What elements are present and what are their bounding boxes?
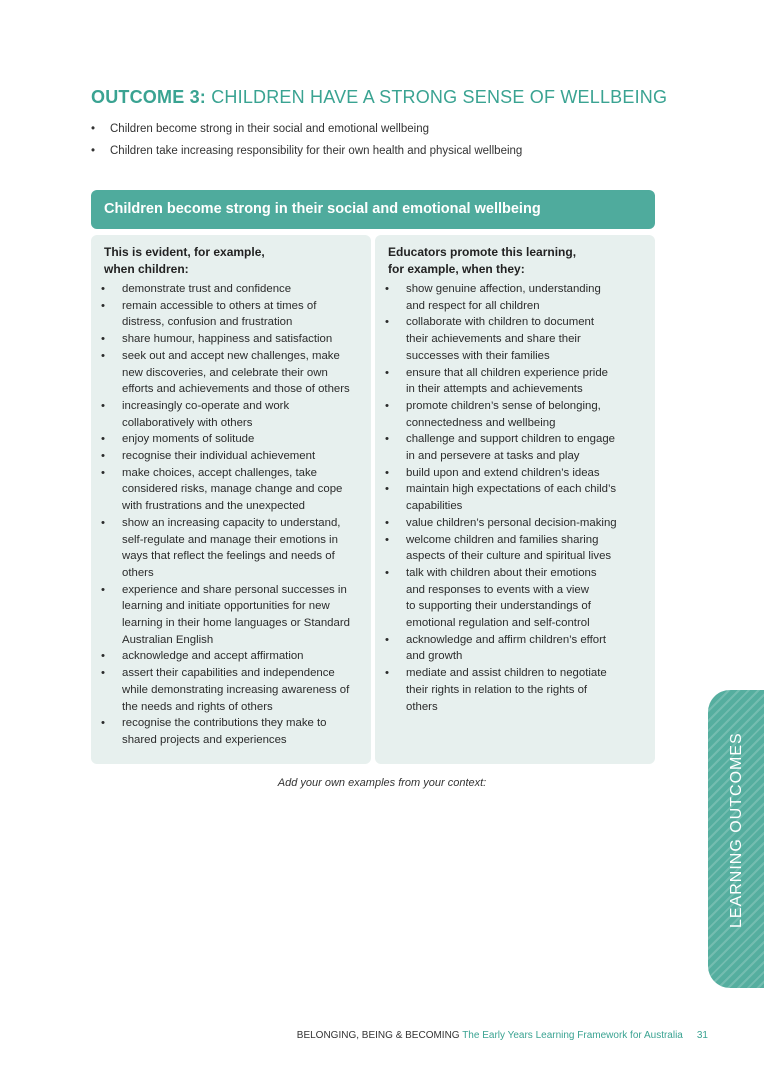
- list-item: [101, 582, 363, 649]
- list-item-line: • seek out and accept new challenges, make: [122, 349, 340, 362]
- list-item: [385, 431, 647, 464]
- intro-item: • Children take increasing responsibility for their own health and physical wellbeing: [91, 143, 522, 165]
- footer-subtitle: The Early Years Learning Framework for Australia: [462, 1030, 683, 1041]
- list-item-line: and responses to events with a view: [406, 583, 589, 596]
- educator-panel: [375, 235, 655, 764]
- list-item-line: • show an increasing capacity to understand,: [122, 516, 341, 529]
- list-item-line: others: [122, 566, 154, 579]
- list-item-line: shared projects and experiences: [122, 733, 287, 746]
- educator-heading-line: Educators promote this learning,: [388, 245, 577, 259]
- list-item: [385, 532, 647, 565]
- add-own-examples-prompt: Add your own examples from your context:: [277, 777, 487, 789]
- list-item-line: connectedness and wellbeing: [406, 416, 556, 429]
- list-item: [101, 648, 363, 665]
- list-item: [385, 281, 647, 314]
- list-item-line: in their attempts and achievements: [406, 383, 583, 396]
- list-item-line: Australian English: [122, 633, 214, 646]
- list-item-line: new discoveries, and celebrate their own: [122, 366, 328, 379]
- list-item-line: the needs and rights of others: [122, 700, 273, 713]
- list-item-line: • maintain high expectations of each child’s: [406, 483, 617, 496]
- evidence-list: [101, 281, 363, 749]
- outcome-title: CHILDREN HAVE A STRONG SENSE OF WELLBEING: [206, 87, 668, 107]
- list-item-line: while demonstrating increasing awareness of: [122, 683, 350, 696]
- list-item-line: to supporting their understandings of: [406, 600, 591, 613]
- list-item: [385, 665, 647, 715]
- list-item-line: • recognise the contributions they make to: [122, 717, 327, 730]
- educator-heading: [388, 244, 576, 278]
- list-item-line: their achievements and share their: [406, 333, 581, 346]
- list-item-line: successes with their families: [406, 349, 550, 362]
- evidence-heading: [104, 244, 265, 278]
- list-item-line: considered risks, manage change and cope: [122, 483, 343, 496]
- list-item: [101, 515, 363, 582]
- list-item-line: • promote children’s sense of belonging,: [406, 399, 601, 412]
- list-item-line: • remain accessible to others at times of: [122, 299, 317, 312]
- list-item: [101, 715, 363, 748]
- list-item-line: • demonstrate trust and confidence: [122, 283, 292, 295]
- intro-list: [91, 121, 522, 165]
- list-item: [101, 465, 363, 515]
- list-item-line: others: [406, 700, 438, 713]
- outcome-number: OUTCOME 3:: [91, 87, 207, 107]
- list-item: [385, 481, 647, 514]
- list-item: [385, 515, 647, 532]
- list-item: [385, 632, 647, 665]
- list-item: [101, 431, 363, 448]
- footer-publication: BELONGING, BEING & BECOMING: [296, 1030, 460, 1041]
- educator-list: [385, 281, 647, 715]
- list-item-line: • show genuine affection, understanding: [406, 283, 601, 295]
- list-item: [101, 298, 363, 331]
- intro-item: • Children become strong in their social and emotional wellbeing: [91, 121, 522, 143]
- list-item: [385, 314, 647, 364]
- list-item-line: • mediate and assist children to negotiate: [406, 667, 607, 680]
- list-item-line: learning in their home languages or Standard: [122, 617, 350, 630]
- list-item-line: • welcome children and families sharing: [406, 533, 599, 546]
- list-item-line: in and persevere at tasks and play: [406, 450, 580, 463]
- list-item-line: self-regulate and manage their emotions in: [122, 533, 338, 546]
- page-title: [91, 87, 667, 108]
- list-item: [101, 281, 363, 298]
- list-item: [385, 365, 647, 398]
- list-item: [385, 465, 647, 482]
- list-item-line: aspects of their culture and spiritual lives: [406, 550, 612, 563]
- list-item-line: • experience and share personal successes in: [122, 583, 347, 596]
- list-item: [101, 665, 363, 715]
- list-item-line: • acknowledge and affirm children’s effort: [406, 633, 607, 646]
- list-item-line: • acknowledge and accept affirmation: [122, 650, 304, 663]
- side-tab-label: LEARNING OUTCOMES: [728, 732, 745, 928]
- list-item-line: • assert their capabilities and independence: [122, 667, 335, 680]
- educator-heading-line: for example, when they:: [388, 262, 525, 276]
- list-item-line: learning and initiate opportunities for new: [122, 600, 330, 613]
- list-item-line: and growth: [406, 650, 463, 663]
- list-item: [101, 398, 363, 431]
- list-item-line: collaboratively with others: [122, 416, 253, 429]
- list-item-line: distress, confusion and frustration: [122, 316, 293, 329]
- list-item-line: their rights in relation to the rights of: [406, 683, 588, 696]
- list-item-line: • collaborate with children to document: [406, 316, 595, 329]
- page-number: 31: [696, 1030, 708, 1041]
- list-item-line: with frustrations and the unexpected: [122, 500, 305, 513]
- list-item-line: • ensure that all children experience pride: [406, 366, 608, 379]
- list-item-line: • share humour, happiness and satisfaction: [122, 333, 333, 346]
- list-item-line: efforts and achievements and those of others: [122, 383, 350, 396]
- list-item-line: • challenge and support children to engage: [406, 433, 615, 446]
- list-item-line: • value children’s personal decision-making: [406, 516, 617, 529]
- list-item-line: • recognise their individual achievement: [122, 450, 316, 463]
- list-item-line: • talk with children about their emotions: [406, 566, 597, 579]
- list-item: [385, 398, 647, 431]
- section-banner-title: Children become strong in their social and emotional wellbeing: [104, 201, 541, 217]
- list-item-line: • enjoy moments of solitude: [122, 433, 255, 446]
- list-item-line: • build upon and extend children’s ideas: [406, 466, 600, 479]
- footer: [297, 1030, 708, 1041]
- list-item-line: ways that reflect the feelings and needs of: [122, 550, 335, 563]
- evidence-heading-line: when children:: [104, 262, 189, 276]
- list-item-line: emotional regulation and self-control: [406, 617, 590, 630]
- list-item: [101, 348, 363, 398]
- evidence-heading-line: This is evident, for example,: [104, 245, 265, 259]
- list-item: [101, 448, 363, 465]
- list-item-line: capabilities: [406, 500, 463, 513]
- list-item-line: • increasingly co-operate and work: [122, 399, 290, 412]
- list-item-line: • make choices, accept challenges, take: [122, 466, 318, 479]
- list-item-line: and respect for all children: [406, 299, 540, 312]
- section-banner: [91, 190, 655, 229]
- evidence-panel: [91, 235, 371, 764]
- list-item: [385, 565, 647, 632]
- list-item: [101, 331, 363, 348]
